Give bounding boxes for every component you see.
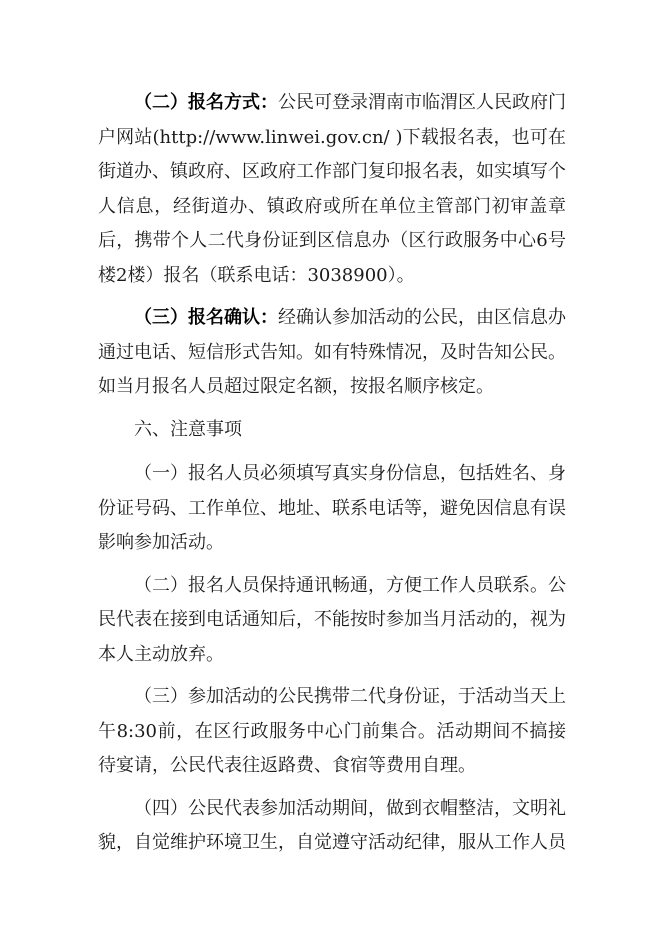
notice-item-2: （二）报名人员保持通讯畅通，方便工作人员联系。公民代表在接到电话通知后，不能按时参加当月活动的，视为本人主动放弃。 [98,574,566,665]
registration-confirm-text: 经确认参加活动的公民，由区信息办通过电话、短信形式告知。如有特殊情况，及时告知公民。如当月报名人员超过限定名额，按报名顺序核定。 [98,307,566,397]
notice-item-3: （三）参加活动的公民携带二代身份证，于活动当天上午8:30前，在区行政服务中心门前集合。活动期间不搞接待宴请，公民代表往返路费、食宿等费用自理。 [98,686,566,776]
registration-confirm-paragraph [98,301,566,405]
document-page [98,86,566,869]
notice-item-1: （一）报名人员必须填写真实身份信息，包括姓名、身份证号码、工作单位、地址、联系电话等，避免因信息有误影响参加活动。 [98,463,566,553]
registration-method-text: 公民可登录渭南市临渭区人民政府门户网站(http://www.linwei.gov.cn/ )下载报名表，也可在街道办、镇政府、区政府工作部门复印报名表，如实填写个人信息，经街道办、镇政府或所在单位主管部门初审盖章后，携带个人二代身份证到区信息办（区行政服务中心6号楼2楼）报名（联系电话：3038900）。 [98,92,566,286]
registration-method-label: （二）报名方式： [134,92,278,113]
notice-heading: 六、注意事项 [134,418,242,440]
registration-method-paragraph [98,86,566,293]
registration-confirm-label: （三）报名确认： [134,307,278,328]
notice-item-4: （四）公民代表参加活动期间，做到衣帽整洁，文明礼貌，自觉维护环境卫生，自觉遵守活动纪律，服从工作人员 [98,797,566,853]
